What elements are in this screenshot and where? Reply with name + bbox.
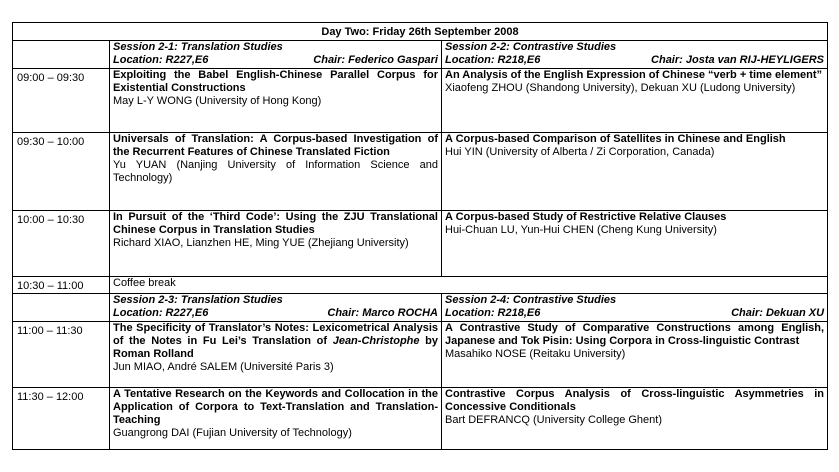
session-2-3-header: [110, 294, 442, 322]
session-2-4-header: [442, 294, 828, 322]
time-slot: 11:00 – 11:30: [13, 322, 110, 388]
time-slot: 10:00 – 10:30: [13, 211, 110, 277]
table-row: [13, 388, 828, 450]
session-location: Location: R227,E6: [113, 54, 209, 66]
session-2-1-header: [110, 41, 442, 69]
table-row: [13, 211, 828, 277]
talk-title-part: by Roman Rolland: [113, 335, 439, 360]
talk-authors: Yu YUAN (Nanjing University of Information Science and Technology): [113, 159, 438, 184]
empty-time-cell: [13, 41, 110, 69]
talk-title: [113, 322, 438, 361]
talk-title: Universals of Translation: A Corpus-based Investigation of the Recurrent Features of Chinese Translated Fiction: [113, 133, 438, 158]
coffee-break-label: Coffee break: [110, 277, 828, 294]
session-name: Session 2-1: Translation Studies: [113, 41, 283, 53]
talk-authors: May L-Y WONG (University of Hong Kong): [113, 95, 322, 107]
session-location: Location: R218,E6: [445, 54, 541, 66]
talk-title: A Corpus-based Study of Restrictive Relative Clauses: [445, 211, 727, 223]
time-slot: 11:30 – 12:00: [13, 388, 110, 450]
session-location: Location: R227,E6: [113, 307, 209, 319]
talk-authors: Guangrong DAI (Fujian University of Technology): [113, 427, 352, 439]
session-chair: Chair: Marco ROCHA: [327, 307, 438, 319]
talk-cell: [110, 133, 442, 211]
day-header-row: [13, 23, 828, 41]
talk-authors: Jun MIAO, André SALEM (Université Paris 3): [113, 361, 334, 373]
talk-cell: [110, 322, 442, 388]
talk-cell: [110, 388, 442, 450]
talk-authors: Bart DEFRANCQ (University College Ghent): [445, 414, 663, 426]
session-header-row-2: [13, 294, 828, 322]
schedule-document: [12, 22, 827, 450]
table-row: [13, 133, 828, 211]
day-header: Day Two: Friday 26th September 2008: [13, 23, 828, 41]
time-slot: 09:30 – 10:00: [13, 133, 110, 211]
talk-title-part: The Specificity of Translator’s Notes: Lexicometrical Analysis of the Notes in Fu Lei’s Translation of: [113, 322, 438, 347]
time-slot: 10:30 – 11:00: [13, 277, 110, 294]
schedule-table: [12, 22, 828, 450]
talk-authors: Xiaofeng ZHOU (Shandong University), Dekuan XU (Ludong University): [445, 82, 796, 94]
talk-cell: [110, 69, 442, 133]
talk-authors: Masahiko NOSE (Reitaku University): [445, 348, 626, 360]
talk-cell: [110, 211, 442, 277]
talk-cell: [442, 388, 828, 450]
talk-title-italic: Jean-Christophe: [332, 335, 420, 347]
break-row: [13, 277, 828, 294]
session-location: Location: R218,E6: [445, 307, 541, 319]
talk-cell: [442, 322, 828, 388]
session-name: Session 2-4: Contrastive Studies: [445, 294, 617, 306]
talk-cell: [442, 211, 828, 277]
time-slot: 09:00 – 09:30: [13, 69, 110, 133]
talk-authors: Hui-Chuan LU, Yun-Hui CHEN (Cheng Kung University): [445, 224, 717, 236]
talk-title: A Contrastive Study of Comparative Constructions among English, Japanese and Tok Pisin: Using Corpora in Cross-linguistic Contrast: [445, 322, 825, 347]
talk-title: An Analysis of the English Expression of Chinese “verb + time element”: [445, 69, 823, 81]
session-name: Session 2-2: Contrastive Studies: [445, 41, 617, 53]
session-2-2-header: [442, 41, 828, 69]
talk-authors: Hui YIN (University of Alberta / Zi Corporation, Canada): [445, 146, 715, 158]
session-header-row-1: [13, 41, 828, 69]
talk-title: A Tentative Research on the Keywords and Collocation in the Application of Corpora to Text-Translation and Translation-Teaching: [113, 388, 438, 426]
empty-time-cell: [13, 294, 110, 322]
talk-title: A Corpus-based Comparison of Satellites in Chinese and English: [445, 133, 786, 145]
talk-authors: Richard XIAO, Lianzhen HE, Ming YUE (Zhejiang University): [113, 237, 409, 249]
talk-title: In Pursuit of the ‘Third Code’: Using the ZJU Translational Chinese Corpus in Translation Studies: [113, 211, 438, 236]
table-row: [13, 322, 828, 388]
session-name: Session 2-3: Translation Studies: [113, 294, 283, 306]
talk-title: Exploiting the Babel English-Chinese Parallel Corpus for Existential Constructions: [113, 69, 438, 94]
talk-cell: [442, 133, 828, 211]
session-chair: Chair: Federico Gaspari: [313, 54, 438, 66]
session-chair: Chair: Josta van RIJ-HEYLIGERS: [651, 54, 825, 66]
table-row: [13, 69, 828, 133]
session-chair: Chair: Dekuan XU: [731, 307, 825, 319]
talk-cell: [442, 69, 828, 133]
talk-title: Contrastive Corpus Analysis of Cross-linguistic Asymmetries in Concessive Conditionals: [445, 388, 825, 413]
